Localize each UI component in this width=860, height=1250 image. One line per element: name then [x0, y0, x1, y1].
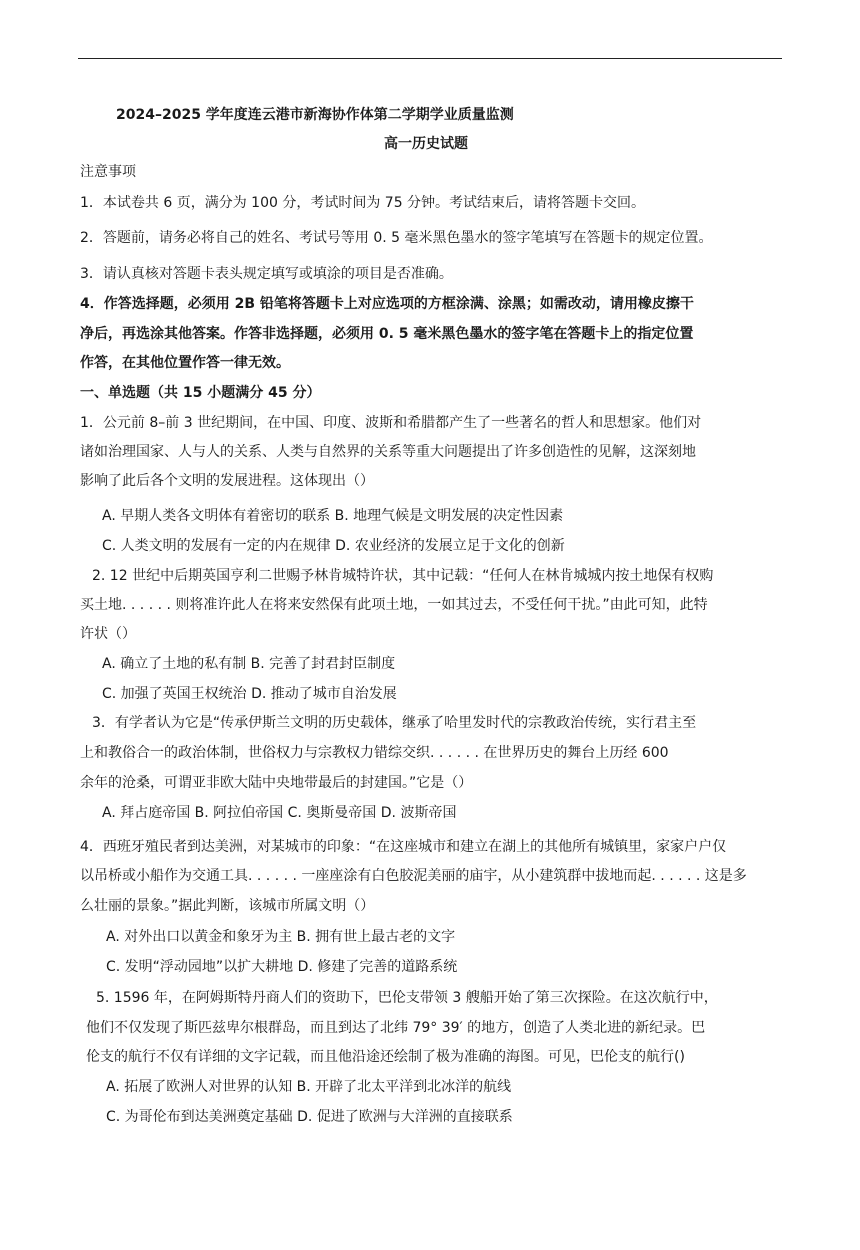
notice-item-4-line-1: 4．作答选择题，必须用 2B 铅笔将答题卡上对应选项的方框涂满、涂黑；如需改动，请用橡皮擦干	[80, 296, 694, 312]
notice-heading: 注意事项	[80, 164, 136, 180]
notice-item-3: 3．请认真核对答题卡表头规定填写或填涂的项目是否准确。	[80, 266, 453, 282]
exam-title: 2024–2025 学年度连云港市新海协作体第二学期学业质量监测	[116, 107, 514, 123]
question-1-options-ab: A. 早期人类各文明体有着密切的联系 B. 地理气候是文明发展的决定性因素	[102, 508, 564, 524]
question-2-stem-line-2: 买土地. . . . . . 则将准许此人在将来安然保有此项土地，一如其过去，不受任何干扰。”由此可知，此特	[80, 597, 708, 613]
exam-subtitle: 高一历史试题	[384, 136, 468, 152]
question-2-options-cd: C. 加强了英国王权统治 D. 推动了城市自治发展	[102, 686, 397, 702]
question-3-stem-line-3: 余年的沧桑，可谓亚非欧大陆中央地带最后的封建国。”它是（）	[80, 775, 473, 791]
question-5-options-ab: A. 拓展了欧洲人对世界的认知 B. 开辟了北太平洋到北冰洋的航线	[106, 1079, 512, 1095]
question-1-stem-line-2: 诸如治理国家、人与人的关系、人类与自然界的关系等重大问题提出了许多创造性的见解，这深刻地	[80, 444, 696, 460]
question-5-stem-line-1: 5. 1596 年，在阿姆斯特丹商人们的资助下，巴伦支带领 3 艘船开始了第三次探险。在这次航行中，	[96, 990, 718, 1006]
notice-item-4-line-2: 净后，再选涂其他答案。作答非选择题，必须用 0. 5 毫米黑色墨水的签字笔在答题卡上的指定位置	[80, 326, 694, 342]
question-2-stem-line-1: 2. 12 世纪中后期英国亨利二世赐予林肯城特许状，其中记载：“任何人在林肯城城内按土地保有权购	[92, 568, 714, 584]
question-3-stem-line-1: 3．有学者认为它是“传承伊斯兰文明的历史载体，继承了哈里发时代的宗教政治传统，实行君主至	[92, 715, 697, 731]
notice-item-1: 1．本试卷共 6 页，满分为 100 分，考试时间为 75 分钟。考试结束后，请将答题卡交回。	[80, 195, 646, 211]
notice-item-4-line-3: 作答，在其他位置作答一律无效。	[80, 355, 290, 371]
section-heading: 一、单选题（共 15 小题满分 45 分）	[80, 385, 321, 401]
question-2-stem-line-3: 许状（）	[80, 626, 136, 642]
question-1-stem-line-1: 1．公元前 8–前 3 世纪期间，在中国、印度、波斯和希腊都产生了一些著名的哲人和思想家。他们对	[80, 415, 702, 431]
question-4-stem-line-2: 以吊桥或小船作为交通工具. . . . . . 一座座涂有白色胶泥美丽的庙宇，从小建筑群中拔地而起. . . . . . 这是多	[80, 868, 747, 884]
question-5-options-cd: C. 为哥伦布到达美洲奠定基础 D. 促进了欧洲与大洋洲的直接联系	[106, 1109, 513, 1125]
question-4-options-ab: A. 对外出口以黄金和象牙为主 B. 拥有世上最古老的文字	[106, 929, 456, 945]
question-4-options-cd: C. 发明“浮动园地”以扩大耕地 D. 修建了完善的道路系统	[106, 959, 458, 975]
top-rule	[78, 58, 782, 59]
question-5-stem-line-2: 他们不仅发现了斯匹兹卑尔根群岛，而且到达了北纬 79° 39′ 的地方，创造了人类北进的新纪录。巴	[86, 1020, 706, 1036]
question-4-stem-line-1: 4．西班牙殖民者到达美洲，对某城市的印象：“在这座城市和建立在湖上的其他所有城镇里，家家户户仅	[80, 839, 727, 855]
question-3-options: A. 拜占庭帝国 B. 阿拉伯帝国 C. 奥斯曼帝国 D. 波斯帝国	[102, 805, 457, 821]
question-3-stem-line-2: 上和教俗合一的政治体制，世俗权力与宗教权力错综交织. . . . . . 在世界历史的舞台上历经 600	[80, 745, 669, 761]
question-1-options-cd: C. 人类文明的发展有一定的内在规律 D. 农业经济的发展立足于文化的创新	[102, 538, 565, 554]
question-4-stem-line-3: 么壮丽的景象。”据此判断，该城市所属文明（）	[80, 898, 375, 914]
notice-item-2: 2．答题前，请务必将自己的姓名、考试号等用 0. 5 毫米黑色墨水的签字笔填写在答题卡的规定位置。	[80, 230, 713, 246]
question-1-stem-line-3: 影响了此后各个文明的发展进程。这体现出（）	[80, 473, 374, 489]
question-5-stem-line-3: 伦支的航行不仅有详细的文字记载，而且他沿途还绘制了极为准确的海图。可见，巴伦支的航行()	[86, 1049, 685, 1065]
question-2-options-ab: A. 确立了土地的私有制 B. 完善了封君封臣制度	[102, 656, 396, 672]
